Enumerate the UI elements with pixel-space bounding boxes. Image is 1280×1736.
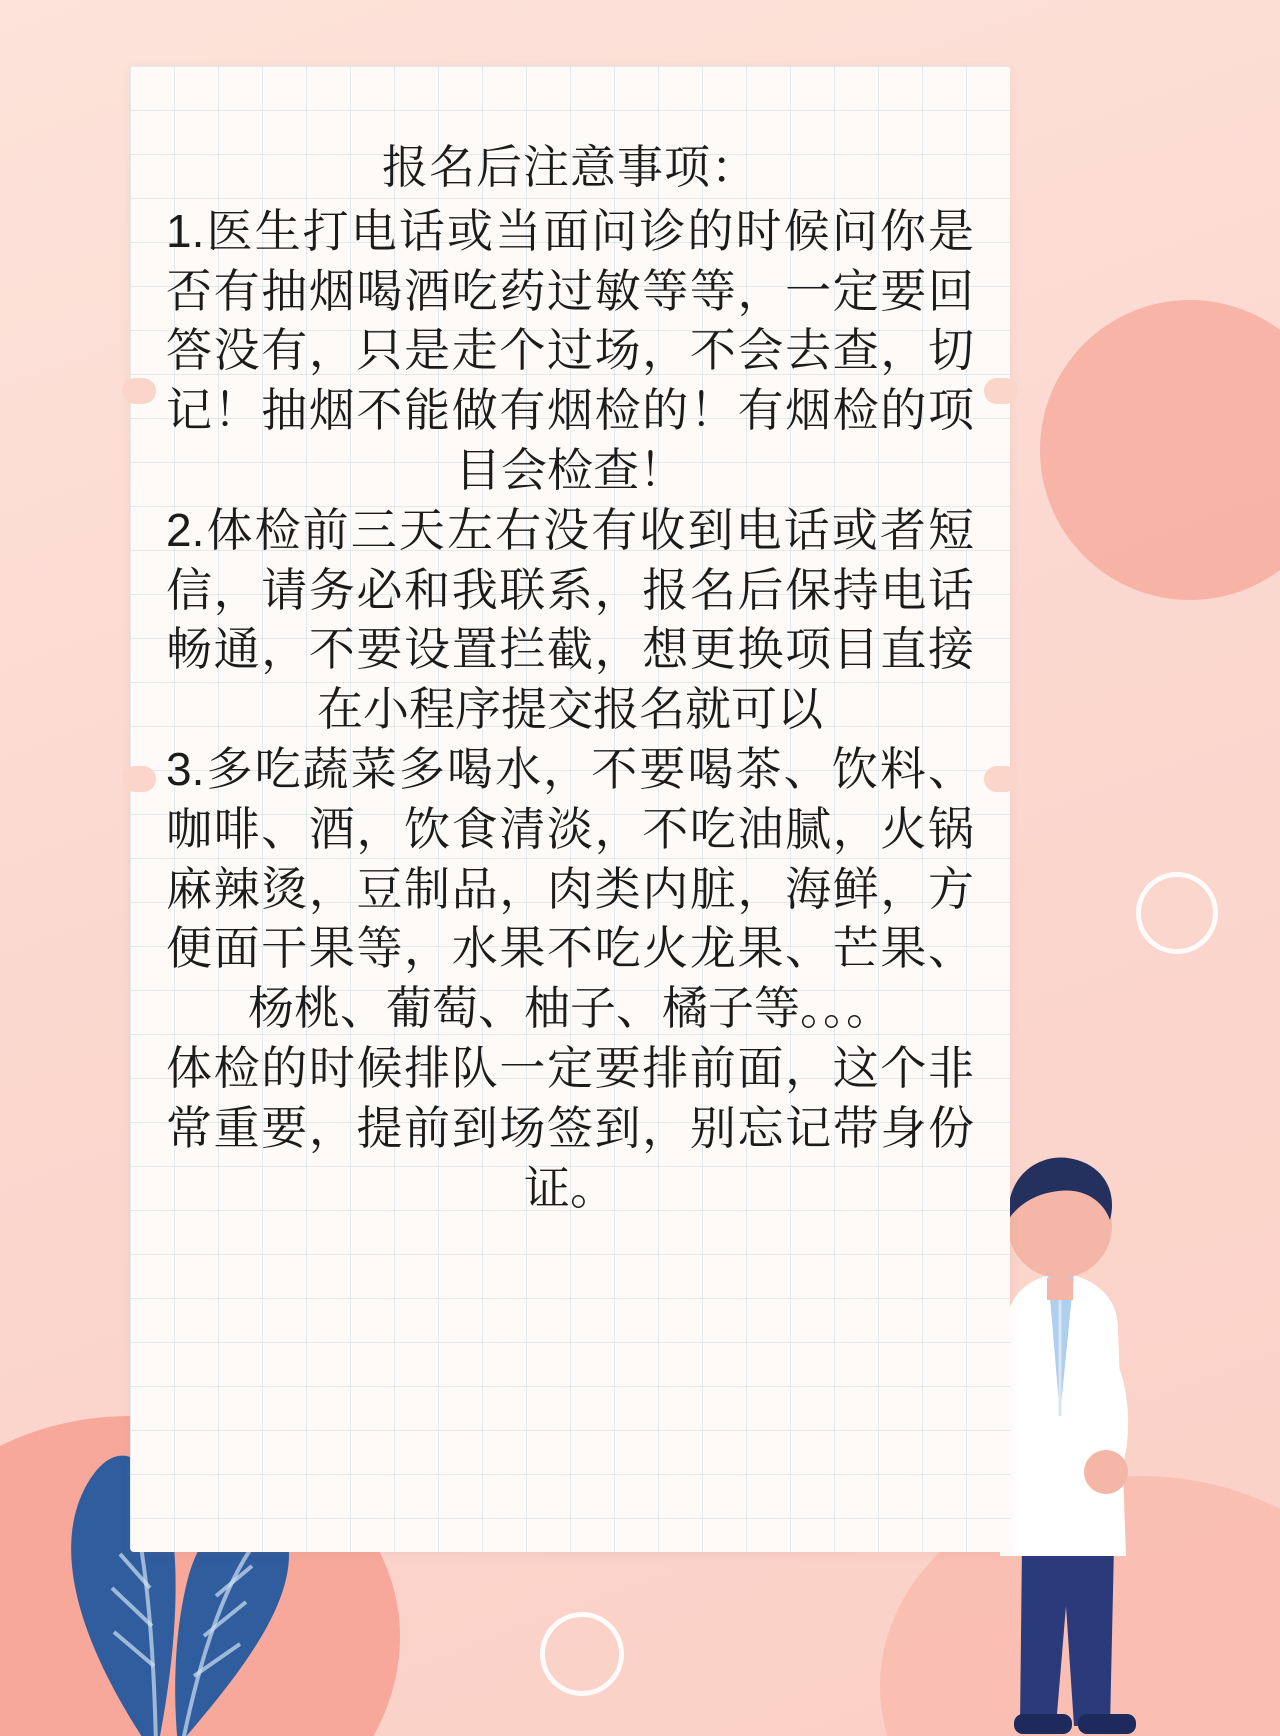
note-paragraph-1: 1.医生打电话或当面问诊的时候问你是否有抽烟喝酒吃药过敏等等，一定要回答没有，只是走个过场，不会去查，切记！抽烟不能做有烟检的！有烟检的项目会检查！ (166, 204, 974, 496)
note-content (130, 66, 1010, 1552)
blob-shape-icon (1040, 300, 1280, 600)
note-paragraph-4: 体检的时候排队一定要排前面，这个非常重要，提前到场签到，别忘记带身份证。 (166, 1041, 974, 1214)
circle-outline-icon (1136, 872, 1218, 954)
circle-outline-icon (540, 1612, 624, 1696)
note-title: 报名后注意事项： (382, 141, 758, 193)
note-card (130, 66, 1010, 1552)
note-paragraph-2: 2.体检前三天左右没有收到电话或者短信，请务必和我联系，报名后保持电话畅通，不要设置拦截，想更换项目直接在小程序提交报名就可以 (166, 503, 974, 736)
note-paragraph-3: 3.多吃蔬菜多喝水，不要喝茶、饮料、咖啡、酒，饮食清淡，不吃油腻，火锅麻辣烫，豆制品，肉类内脏，海鲜，方便面干果等，水果不吃火龙果、芒果、杨桃、葡萄、柚子、橘子等。。。 (166, 742, 974, 1035)
